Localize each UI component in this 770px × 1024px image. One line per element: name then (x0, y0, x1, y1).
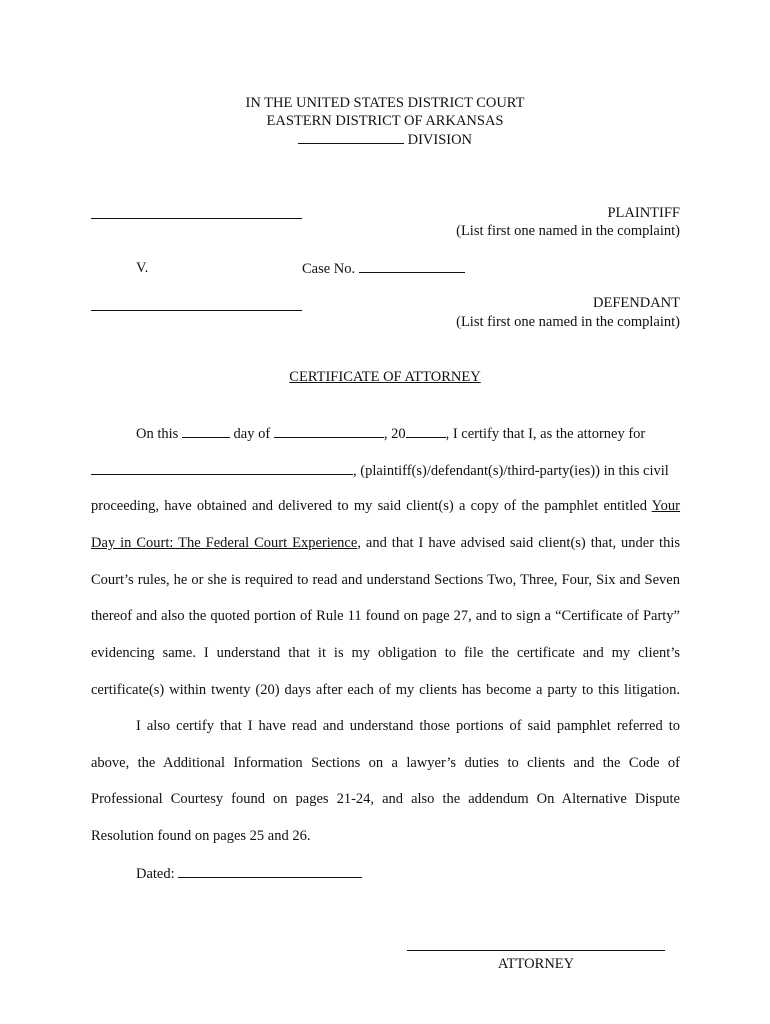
year-prefix-text: , 20 (383, 426, 406, 442)
plaintiff-note: (List first one named in the complaint) (456, 223, 680, 239)
body-line-12: Resolution found on pages 25 and 26. (91, 828, 311, 844)
defendant-note: (List first one named in the complaint) (456, 314, 680, 330)
case-no-blank[interactable] (359, 259, 465, 273)
body-line-1 (136, 424, 645, 443)
body-line-8: certificate(s) within twenty (20) days after each of my clients has become a party to this litigation. (91, 682, 680, 698)
party-type-text: , (plaintiff(s)/defendant(s)/third-party(ies)) in this civil (353, 463, 669, 479)
advised-text: , and that I have advised said client(s) that, under this (357, 535, 680, 551)
body-line-6: thereof and also the quoted portion of Rule 11 found on page 27, and to sign a “Certificate of Party” (91, 608, 680, 624)
body-line-7: evidencing same. I understand that it is my obligation to file the certificate and my client’s (91, 645, 680, 661)
court-name: IN THE UNITED STATES DISTRICT COURT (245, 95, 525, 111)
division-line (0, 130, 770, 149)
year-blank[interactable] (406, 424, 446, 438)
body-line-9: I also certify that I have read and understand those portions of said pamphlet referred to (136, 718, 680, 734)
document-title (0, 368, 770, 386)
case-number-line (302, 259, 465, 278)
body-line-4 (91, 534, 680, 552)
versus-label: V. (136, 260, 149, 276)
body-line-10: above, the Additional Information Sections on a lawyer’s duties to clients and the Code of (91, 755, 680, 771)
pamphlet-title-start: Your (651, 498, 681, 514)
pamphlet-text: proceeding, have obtained and delivered to my said client(s) a copy of the pamphlet entitled (91, 498, 647, 514)
case-no-label: Case No. (302, 261, 356, 277)
pamphlet-title: Day in Court: The Federal Court Experience (91, 535, 358, 551)
dated-label: Dated: (136, 866, 175, 882)
defendant-name-line[interactable] (91, 310, 302, 311)
body-line-3 (91, 497, 680, 515)
on-this-text: On this (136, 426, 179, 442)
attorney-label: ATTORNEY (497, 956, 575, 972)
signature-line[interactable] (407, 950, 665, 951)
title-text: CERTIFICATE OF ATTORNEY (289, 369, 481, 385)
date-blank[interactable] (178, 864, 362, 878)
plaintiff-name-line[interactable] (91, 218, 302, 219)
month-blank[interactable] (274, 424, 384, 438)
day-of-text: day of (233, 426, 271, 442)
day-blank[interactable] (182, 424, 230, 438)
body-line-11: Professional Courtesy found on pages 21-24, and also the addendum On Alternative Dispute (91, 791, 680, 807)
body-line-5: Court’s rules, he or she is required to read and understand Sections Two, Three, Four, Six and Seven (91, 572, 680, 588)
district-name: EASTERN DISTRICT OF ARKANSAS (266, 113, 504, 129)
certify-text: , I certify that I, as the attorney for (445, 426, 646, 442)
plaintiff-label: PLAINTIFF (607, 205, 680, 221)
defendant-label: DEFENDANT (593, 295, 680, 311)
division-blank[interactable] (298, 130, 404, 144)
division-label: DIVISION (407, 132, 473, 148)
dated-line (136, 864, 362, 883)
body-line-2 (91, 461, 669, 480)
client-name-blank[interactable] (91, 461, 353, 475)
